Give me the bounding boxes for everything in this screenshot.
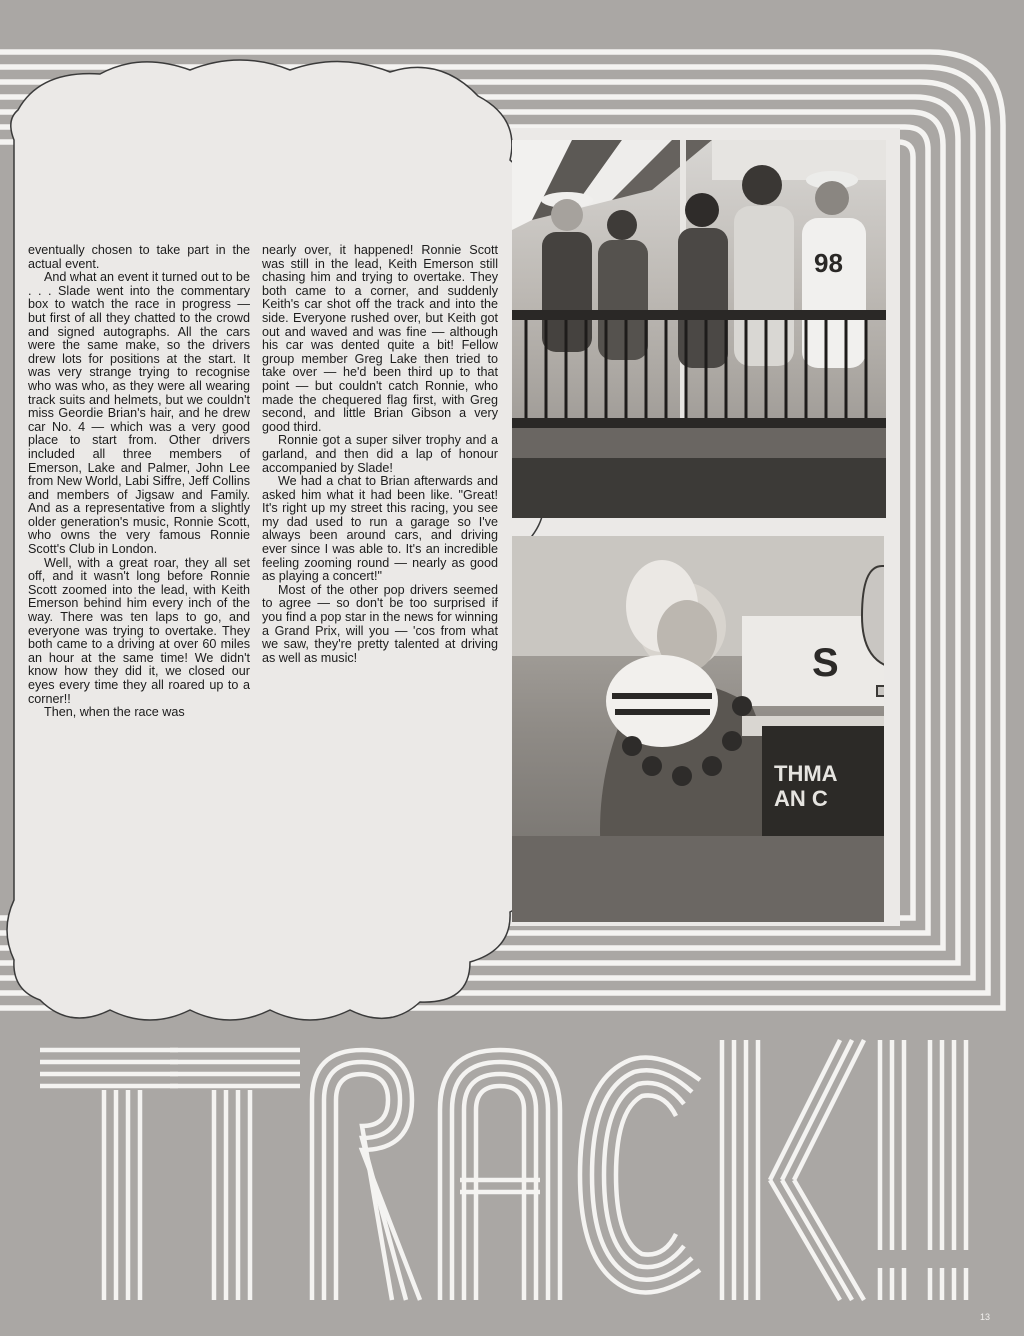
winner-photo-art	[512, 536, 884, 922]
article-paragraph: We had a chat to Brian afterwards and asked him what it had been like. "Great! It's right up my street this racing, you see my dad used to run a garage so I've always been around cars, and driving ever since I was able to. It's an incredible feeling zooming round — nearly as good as playing a concert!"	[262, 474, 498, 584]
article-paragraph: Well, with a great roar, they all set off, and it wasn't long before Ronnie Scott zoomed into the lead, with Keith Emerson behind him every inch of the way. There was ten laps to go, and everyone was trying to overtake. They both came to a driving at over 60 miles an hour at the same time! We didn't know how they did it, we closed our eyes every time they all roared up to a corner!!	[28, 555, 250, 706]
article-paragraph: nearly over, it happened! Ronnie Scott was still in the lead, Keith Emerson still chasing him and trying to overtake. They both came to a corner, and suddenly Keith's car shot off the track and into the side. Everyone rushed over, but Keith got out and waved and was fine — although his car was dented quite a bit! Fellow group member Greg Lake then tried to take over — he'd been third up to that point — but couldn't catch Ronnie, who made the chequered flag first, with Greg second, and little Brian Gibson a very good third.	[262, 243, 498, 434]
banner-text: THMA	[774, 761, 838, 786]
background-sign-text: S	[812, 641, 839, 685]
banner-text-2: AN C	[774, 786, 828, 811]
article-column-2	[262, 244, 498, 665]
track-headline-art	[40, 1040, 966, 1300]
article-column-1	[28, 244, 250, 720]
article-paragraph: eventually chosen to take part in the actual event.	[28, 243, 250, 271]
photo-winner-with-trophy	[512, 536, 884, 922]
page-number: 13	[980, 1312, 991, 1322]
article-paragraph: Then, when the race was	[44, 705, 185, 720]
article-paragraph: Ronnie got a super silver trophy and a garland, and then did a lap of honour accompanied by Slade!	[262, 433, 498, 475]
shirt-number: 98	[814, 248, 843, 278]
article-paragraph: Most of the other pop drivers seemed to agree — so don't be too surprised if you find a pop star in the news for winning a Grand Prix, will you — 'cos from what we saw, they're pretty talented at driving as well as music!	[262, 582, 498, 665]
balcony-photo-art	[512, 140, 886, 518]
article-paragraph: And what an event it turned out to be . . . Slade went into the commentary box to watch the race in progress — but first of all they chatted to the crowd and signed autographs. All the cars were the same make, so the drivers drew lots for positions at the start. It was very strange trying to recognise who was who, as they were all wearing track suits and helmets, but we couldn't miss Geordie Brian's hair, and he drew car No. 4 — which was a very good place to start from. Other drivers included all three members of Emerson, Lake and Palmer, John Lee from New World, Labi Siffre, Jeff Collins and members of Jigsaw and Family. And as a representative from a slightly older generation's music, Ronnie Scott, who owns the very famous Ronnie Scott's Club in London.	[28, 270, 250, 557]
photo-drivers-on-balcony	[512, 140, 886, 518]
